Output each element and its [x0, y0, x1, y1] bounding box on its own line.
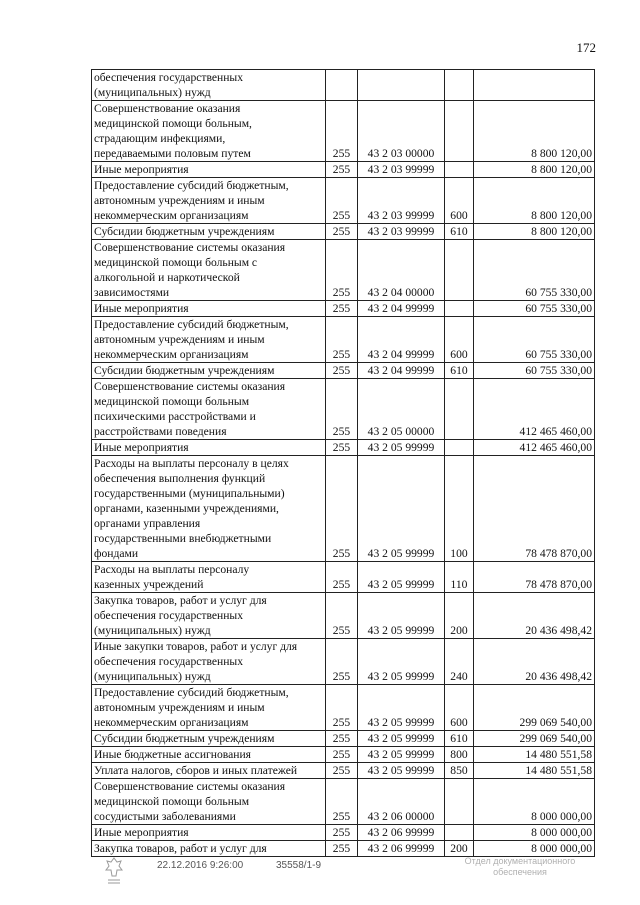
row-ved-cell: 255	[326, 639, 358, 685]
row-name-line: обеспечения государственных	[94, 609, 244, 622]
row-csr-cell: 43 2 03 00000	[358, 101, 445, 162]
row-vr-cell: 850	[445, 763, 474, 779]
row-ved-cell: 255	[326, 731, 358, 747]
row-sum-cell: 8 800 120,00	[474, 178, 595, 224]
row-name-line: Субсидии бюджетным учреждениям	[94, 732, 275, 745]
row-vr-cell: 800	[445, 747, 474, 763]
table-row	[92, 747, 595, 763]
row-name-line: медицинской помощи больным	[94, 795, 250, 808]
row-ved-cell: 255	[326, 456, 358, 562]
row-sum-cell: 8 000 000,00	[474, 779, 595, 825]
row-name-cell	[92, 178, 326, 224]
row-name-line: автономным учреждениям и иным	[94, 333, 265, 346]
row-name-line: Совершенствование системы оказания	[94, 241, 286, 254]
row-name-line: Закупка товаров, работ и услуг для	[94, 594, 267, 607]
table-row	[92, 779, 595, 825]
row-name-line: Уплата налогов, сборов и иных платежей	[94, 764, 298, 777]
row-ved-cell: 255	[326, 224, 358, 240]
row-ved-cell: 255	[326, 162, 358, 178]
row-csr-cell: 43 2 05 00000	[358, 379, 445, 440]
table-row	[92, 162, 595, 178]
row-sum-cell: 8 800 120,00	[474, 162, 595, 178]
page-number: 172	[576, 40, 596, 55]
row-vr-cell: 100	[445, 456, 474, 562]
row-vr-cell: 240	[445, 639, 474, 685]
row-name-cell	[92, 317, 326, 363]
row-csr-cell: 43 2 05 99999	[358, 747, 445, 763]
table-row	[92, 363, 595, 379]
row-name-cell	[92, 825, 326, 841]
row-vr-cell	[445, 779, 474, 825]
row-csr-cell: 43 2 05 99999	[358, 731, 445, 747]
row-vr-cell: 600	[445, 685, 474, 731]
table-row	[92, 379, 595, 440]
row-ved-cell: 255	[326, 841, 358, 857]
row-ved-cell: 255	[326, 779, 358, 825]
row-vr-cell: 600	[445, 317, 474, 363]
row-sum-cell: 8 000 000,00	[474, 825, 595, 841]
row-sum-cell: 20 436 498,42	[474, 593, 595, 639]
row-ved-cell	[326, 70, 358, 101]
row-vr-cell: 110	[445, 562, 474, 593]
row-name-line: Совершенствование системы оказания	[94, 380, 286, 393]
row-name-cell	[92, 731, 326, 747]
row-name-cell	[92, 685, 326, 731]
row-name-cell	[92, 363, 326, 379]
row-csr-cell: 43 2 06 00000	[358, 779, 445, 825]
row-name-line: психическими расстройствами и	[94, 410, 256, 423]
row-name-line: казенных учреждений	[94, 578, 204, 591]
row-name-cell	[92, 224, 326, 240]
row-csr-cell	[358, 70, 445, 101]
row-name-cell	[92, 70, 326, 101]
row-name-line: некоммерческим организациям	[94, 716, 249, 729]
row-sum-cell: 60 755 330,00	[474, 363, 595, 379]
table-row	[92, 240, 595, 301]
row-name-cell	[92, 593, 326, 639]
budget-table	[91, 69, 595, 857]
row-vr-cell: 200	[445, 593, 474, 639]
row-csr-cell: 43 2 05 99999	[358, 440, 445, 456]
row-name-line: фондами	[94, 547, 139, 560]
row-name-cell	[92, 747, 326, 763]
row-csr-cell: 43 2 04 99999	[358, 317, 445, 363]
footer-date: 22.12.2016 9:26:00	[157, 860, 244, 871]
row-vr-cell	[445, 162, 474, 178]
row-name-line: автономным учреждениям и иным	[94, 194, 265, 207]
row-ved-cell: 255	[326, 440, 358, 456]
row-csr-cell: 43 2 05 99999	[358, 639, 445, 685]
row-vr-cell: 610	[445, 224, 474, 240]
row-ved-cell: 255	[326, 685, 358, 731]
coat-of-arms-stamp-icon	[104, 856, 124, 886]
row-name-line: Совершенствование оказания	[94, 102, 241, 115]
row-name-line: автономным учреждениям и иным	[94, 701, 265, 714]
row-name-line: Предоставление субсидий бюджетным,	[94, 686, 289, 699]
row-name-cell	[92, 379, 326, 440]
row-sum-cell: 8 000 000,00	[474, 841, 595, 857]
row-sum-cell: 20 436 498,42	[474, 639, 595, 685]
row-name-cell	[92, 562, 326, 593]
row-name-line: алкогольной и наркотической	[94, 271, 240, 284]
row-sum-cell: 14 480 551,58	[474, 747, 595, 763]
row-csr-cell: 43 2 05 99999	[358, 685, 445, 731]
page-footer	[0, 856, 640, 896]
table-row	[92, 825, 595, 841]
table-row	[92, 685, 595, 731]
row-ved-cell: 255	[326, 825, 358, 841]
row-sum-cell: 60 755 330,00	[474, 240, 595, 301]
row-name-cell	[92, 841, 326, 857]
row-vr-cell	[445, 240, 474, 301]
table-row	[92, 593, 595, 639]
row-name-line: (муниципальных) нужд	[94, 670, 211, 683]
row-ved-cell: 255	[326, 763, 358, 779]
row-name-line: органами, казенными учреждениями,	[94, 502, 279, 515]
row-sum-cell: 60 755 330,00	[474, 301, 595, 317]
row-name-cell	[92, 456, 326, 562]
row-sum-cell: 60 755 330,00	[474, 317, 595, 363]
row-name-line: сосудистыми заболеваниями	[94, 810, 236, 823]
footer-doc-number: 35558/1-9	[276, 860, 322, 871]
row-vr-cell	[445, 301, 474, 317]
table-row	[92, 178, 595, 224]
row-sum-cell: 299 069 540,00	[474, 731, 595, 747]
row-sum-cell: 14 480 551,58	[474, 763, 595, 779]
row-name-line: (муниципальных) нужд	[94, 86, 211, 99]
row-sum-cell: 412 465 460,00	[474, 379, 595, 440]
table-row	[92, 440, 595, 456]
row-csr-cell: 43 2 03 99999	[358, 162, 445, 178]
row-csr-cell: 43 2 04 99999	[358, 301, 445, 317]
row-name-cell	[92, 301, 326, 317]
row-name-line: Расходы на выплаты персоналу в целях	[94, 457, 289, 470]
row-sum-cell: 78 478 870,00	[474, 456, 595, 562]
row-vr-cell	[445, 101, 474, 162]
row-vr-cell: 600	[445, 178, 474, 224]
row-ved-cell: 255	[326, 363, 358, 379]
row-ved-cell: 255	[326, 593, 358, 639]
row-vr-cell: 200	[445, 841, 474, 857]
row-ved-cell: 255	[326, 379, 358, 440]
row-name-line: медицинской помощи больным с	[94, 256, 258, 269]
row-sum-cell: 8 800 120,00	[474, 101, 595, 162]
row-name-line: медицинской помощи больным,	[94, 117, 252, 130]
row-name-line: обеспечения выполнения функций	[94, 472, 266, 485]
table-row	[92, 301, 595, 317]
row-vr-cell	[445, 379, 474, 440]
row-name-line: некоммерческим организациям	[94, 348, 249, 361]
row-name-cell	[92, 779, 326, 825]
row-name-cell	[92, 240, 326, 301]
watermark-text	[440, 856, 600, 878]
row-ved-cell: 255	[326, 317, 358, 363]
row-ved-cell: 255	[326, 101, 358, 162]
row-ved-cell: 255	[326, 240, 358, 301]
row-name-line: (муниципальных) нужд	[94, 624, 211, 637]
table-row	[92, 731, 595, 747]
row-name-line: Расходы на выплаты персоналу	[94, 563, 250, 576]
row-ved-cell: 255	[326, 562, 358, 593]
table-row	[92, 70, 595, 101]
row-name-line: Иные мероприятия	[94, 826, 189, 839]
row-name-line: Предоставление субсидий бюджетным,	[94, 179, 289, 192]
row-csr-cell: 43 2 06 99999	[358, 825, 445, 841]
row-name-cell	[92, 440, 326, 456]
watermark-line: Отдел документационного	[464, 856, 576, 866]
row-name-line: государственными (муниципальными)	[94, 487, 285, 500]
row-name-cell	[92, 101, 326, 162]
row-sum-cell: 299 069 540,00	[474, 685, 595, 731]
row-name-line: Иные бюджетные ассигнования	[94, 748, 251, 761]
row-name-cell	[92, 162, 326, 178]
row-csr-cell: 43 2 05 99999	[358, 562, 445, 593]
row-csr-cell: 43 2 03 99999	[358, 178, 445, 224]
row-name-line: государственными внебюджетными	[94, 532, 272, 545]
watermark-line: обеспечения	[493, 867, 547, 877]
row-name-line: обеспечения государственных	[94, 655, 244, 668]
table-body	[92, 70, 595, 857]
row-name-line: Иные мероприятия	[94, 302, 189, 315]
row-ved-cell: 255	[326, 178, 358, 224]
row-name-line: Иные мероприятия	[94, 441, 189, 454]
table-row	[92, 639, 595, 685]
row-csr-cell: 43 2 05 99999	[358, 593, 445, 639]
row-name-cell	[92, 639, 326, 685]
row-name-line: Закупка товаров, работ и услуг для	[94, 842, 267, 855]
row-name-line: расстройствами поведения	[94, 425, 227, 438]
row-sum-cell: 8 800 120,00	[474, 224, 595, 240]
row-csr-cell: 43 2 05 99999	[358, 763, 445, 779]
row-name-line: Иные закупки товаров, работ и услуг для	[94, 640, 298, 653]
row-vr-cell	[445, 825, 474, 841]
row-name-line: органами управления	[94, 517, 201, 530]
row-name-line: Иные мероприятия	[94, 163, 189, 176]
row-sum-cell: 78 478 870,00	[474, 562, 595, 593]
table-row	[92, 456, 595, 562]
row-csr-cell: 43 2 05 99999	[358, 456, 445, 562]
row-ved-cell: 255	[326, 747, 358, 763]
row-name-line: Совершенствование системы оказания	[94, 780, 286, 793]
row-ved-cell: 255	[326, 301, 358, 317]
row-name-line: медицинской помощи больным	[94, 395, 250, 408]
row-name-line: обеспечения государственных	[94, 71, 244, 84]
row-vr-cell: 610	[445, 363, 474, 379]
row-csr-cell: 43 2 04 00000	[358, 240, 445, 301]
table-row	[92, 841, 595, 857]
row-name-line: Субсидии бюджетным учреждениям	[94, 364, 275, 377]
row-name-line: передаваемыми половым путем	[94, 147, 251, 160]
row-name-line: Предоставление субсидий бюджетным,	[94, 318, 289, 331]
row-csr-cell: 43 2 03 99999	[358, 224, 445, 240]
row-name-line: некоммерческим организациям	[94, 209, 249, 222]
table-row	[92, 224, 595, 240]
table-row	[92, 763, 595, 779]
row-name-line: зависимостями	[94, 286, 170, 299]
row-vr-cell	[445, 440, 474, 456]
row-name-cell	[92, 763, 326, 779]
table-row	[92, 101, 595, 162]
row-name-line: страдающим инфекциями,	[94, 132, 226, 145]
row-name-line: Субсидии бюджетным учреждениям	[94, 225, 275, 238]
row-csr-cell: 43 2 04 99999	[358, 363, 445, 379]
row-csr-cell: 43 2 06 99999	[358, 841, 445, 857]
table-row	[92, 562, 595, 593]
row-vr-cell	[445, 70, 474, 101]
table-row	[92, 317, 595, 363]
row-sum-cell	[474, 70, 595, 101]
row-sum-cell: 412 465 460,00	[474, 440, 595, 456]
row-vr-cell: 610	[445, 731, 474, 747]
